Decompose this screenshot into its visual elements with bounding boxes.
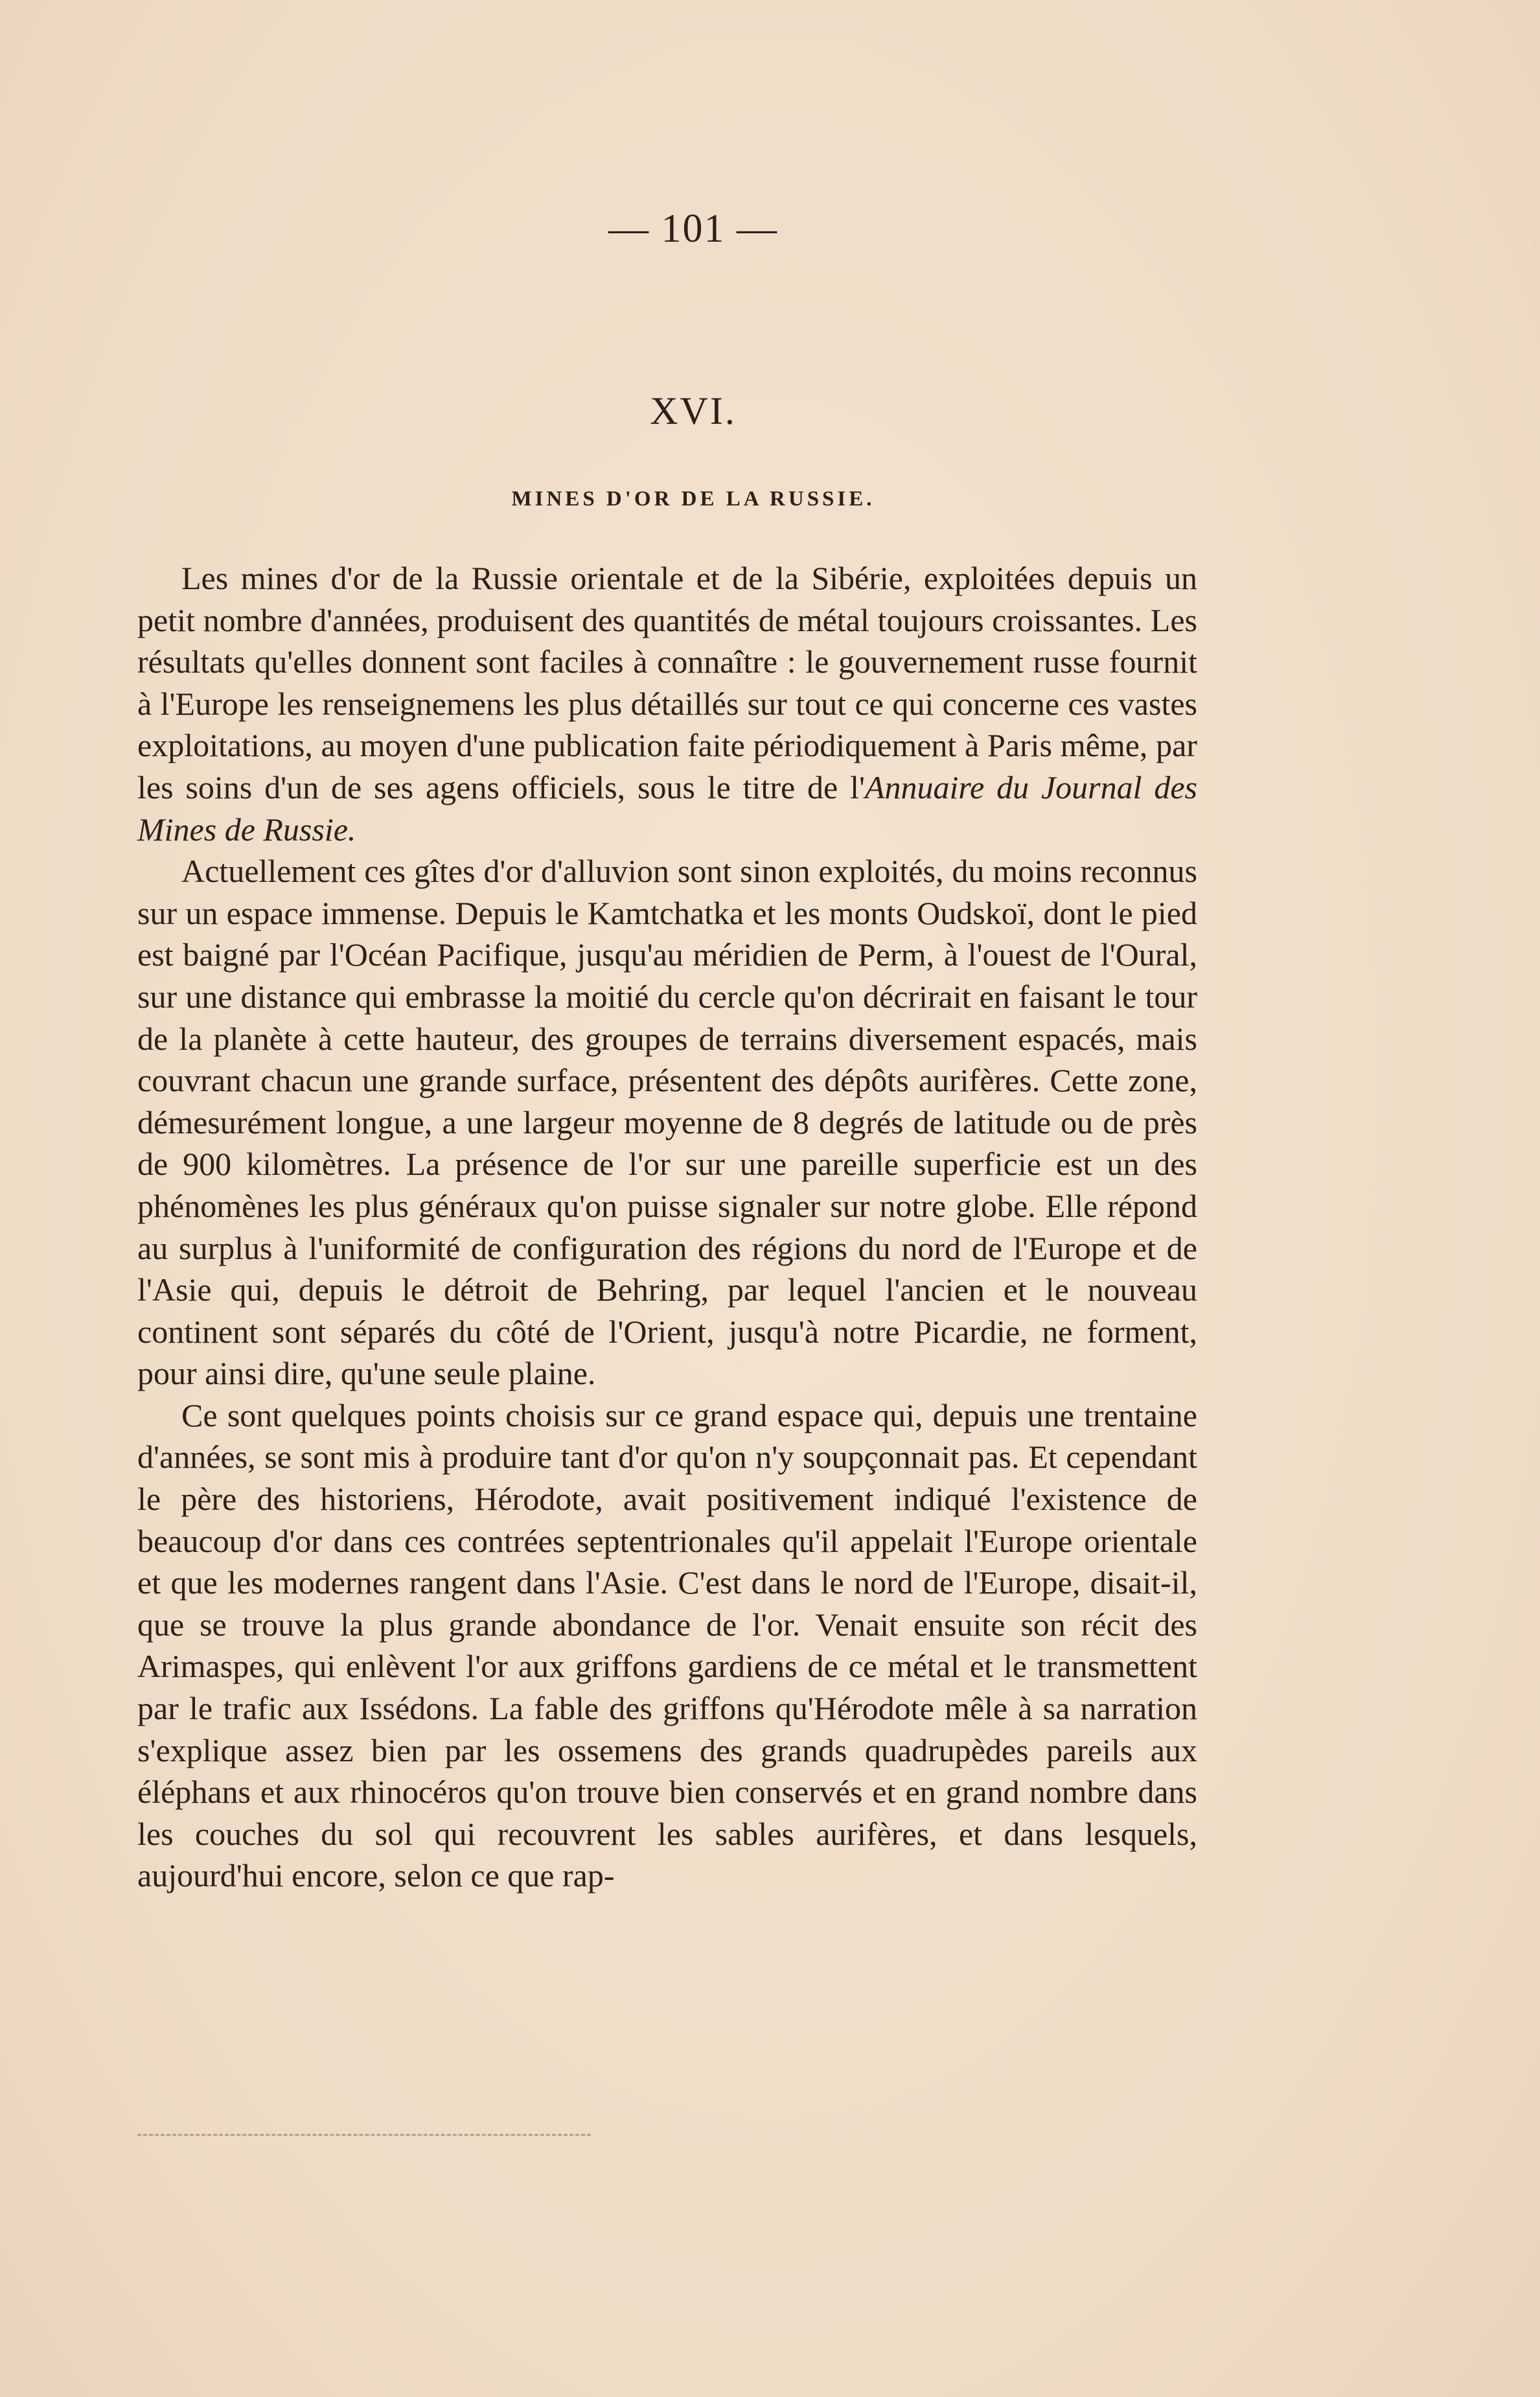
footer-rule (137, 2134, 591, 2136)
page-number: — 101 — (608, 207, 778, 251)
paragraph (137, 850, 1197, 1395)
paragraph-text: Ce sont quelques points choisis sur ce grand espace qui, depuis une trentaine d'années, se sont mis à produire tant d'or qu'on n'y soupçonnait pas. Et cependant le père des historiens, Hérodote, avait positivement indiqué l'existence de beaucoup d'or dans ces contrées septentrionales qu'il appelait l'Europe orientale et que les modernes rangent dans l'Asie. C'est dans le nord de l'Europe, disait-il, que se trouve la plus grande abondance de l'or. Venait ensuite son récit des Arimaspes, qui enlèvent l'or aux griffons gardiens de ce métal et le transmettent par le trafic aux Issédons. La fable des griffons qu'Hérodote mêle à sa narration s'explique assez bien par les ossemens des grands quadrupèdes pareils aux éléphans et aux rhinocéros qu'on trouve bien conservés et en grand nombre dans les couches du sol qui recouvrent les sables aurifères, et dans lesquels, aujourd'hui encore, selon ce que rap- (137, 1396, 1197, 1894)
paragraph-text: Les mines d'or de la Russie orientale et de la Sibérie, exploitées depuis un petit nombre d'années, produisent des quantités de métal toujours croissantes. Les résultats qu'elles donnent sont faciles à connaître : le gouvernement russe fournit à l'Europe les renseignemens les plus détaillés sur tout ce qui concerne ces vastes exploitations, au moyen d'une publication faite périodiquement à Paris même, par les soins d'un de ses agens officiels, sous le titre de l' (137, 560, 1197, 805)
chapter-title: MINES D'OR DE LA RUSSIE. (511, 487, 875, 511)
chapter-number: XVI. (650, 389, 737, 432)
body-text (137, 557, 1197, 1897)
paragraph-text: Actuellement ces gîtes d'or d'alluvion sont sinon exploités, du moins reconnus sur un espace immense. Depuis le Kamtchatka et les monts Oudskoï, dont le pied est baigné par l'Océan Pacifique, jusqu'au méridien de Perm, à l'ouest de l'Oural, sur une distance qui embrasse la moitié du cercle qu'on décrirait en faisant le tour de la planète à cette hauteur, des groupes de terrains diversement espacés, mais couvrant chacun une grande surface, présentent des dépôts aurifères. Cette zone, démesurément longue, a une largeur moyenne de 8 degrés de latitude ou de près de 900 kilomètres. La présence de l'or sur une pareille superficie est un des phénomènes les plus généraux qu'on puisse signaler sur notre globe. Elle répond au surplus à l'uniformité de configuration des régions du nord de l'Europe et de l'Asie qui, depuis le détroit de Behring, par lequel l'ancien et le nouveau continent sont séparés du côté de l'Orient, jusqu'à notre Picardie, ne forment, pour ainsi dire, qu'une seule plaine. (137, 853, 1197, 1392)
journal-title: Annuaire du Journal des Mines de Russie. (137, 769, 1198, 848)
paragraph (137, 1395, 1197, 1897)
paragraph (137, 557, 1197, 850)
